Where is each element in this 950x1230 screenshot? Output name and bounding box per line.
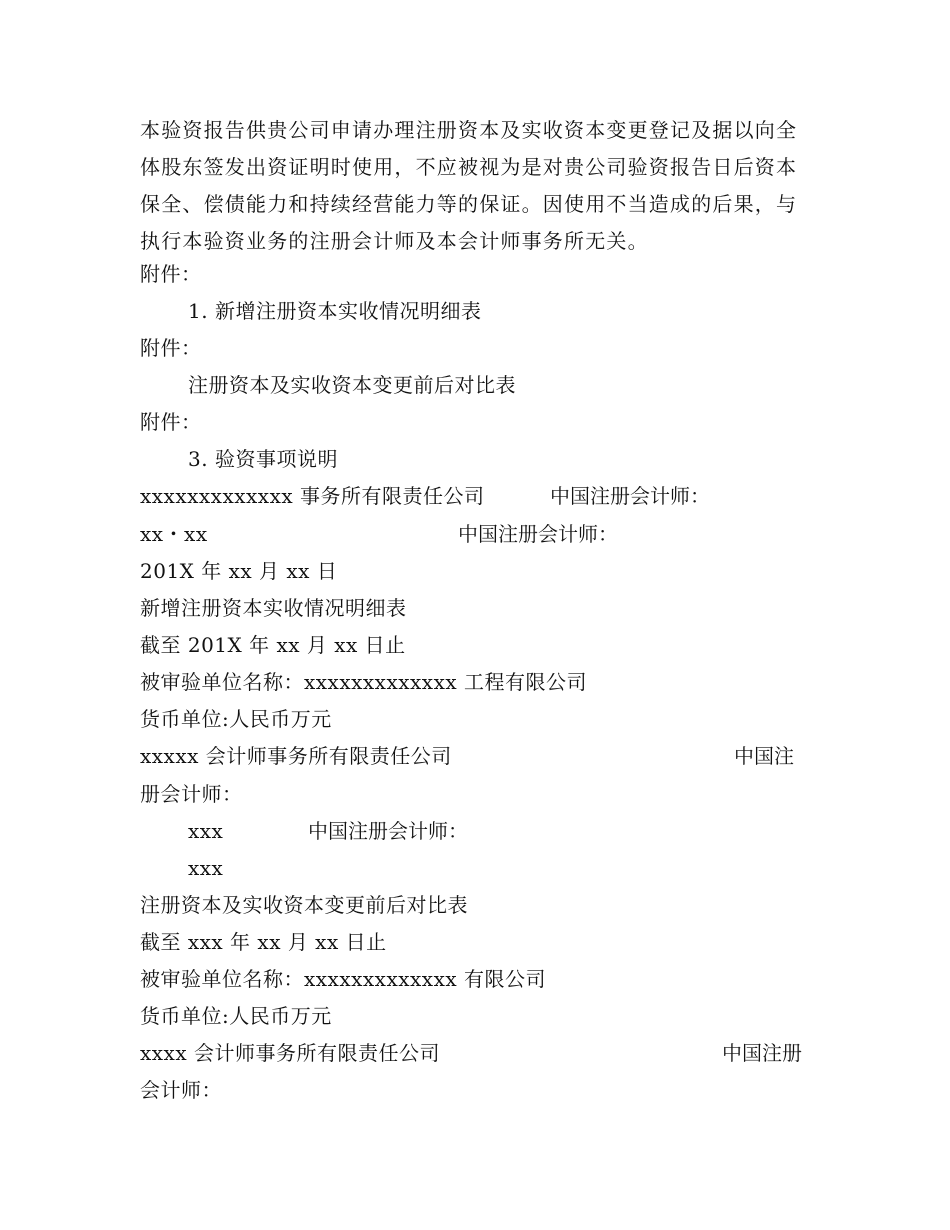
- attachment-label-2: 附件：: [140, 336, 202, 360]
- table-2-firm: xxxx 会计师事务所有限责任公司: [140, 1041, 440, 1065]
- signature-firm: xxxxxxxxxxxxx 事务所有限责任公司: [140, 484, 485, 508]
- table-2-as-of: 截至 xxx 年 xx 月 xx 日止: [140, 930, 387, 954]
- table-1-unit-name: 被审验单位名称：xxxxxxxxxxxxx 工程有限公司: [140, 670, 587, 694]
- signature-date: 201X 年 xx 月 xx 日: [140, 559, 338, 583]
- table-1-title: 新增注册资本实收情况明细表: [140, 596, 407, 620]
- table-2-cpa-label-wrap-a: 中国注册: [722, 1041, 802, 1065]
- table-2-title: 注册资本及实收资本变更前后对比表: [140, 893, 468, 917]
- table-1-cpa-name-1: xxx: [188, 819, 224, 843]
- signature-location: xx・xx: [140, 522, 208, 546]
- table-2-currency: 货币单位:人民币万元: [140, 1004, 332, 1028]
- intro-paragraph: 本验资报告供贵公司申请办理注册资本及实收资本变更登记及据以向全体股东签发出资证明时使用，不应被视为是对贵公司验资报告日后资本保全、偿债能力和持续经营能力等的保证。因使用不当造成的后果，与执行本验资业务的注册会计师及本会计师事务所无关。: [140, 118, 798, 253]
- table-1-cpa-label-wrap-a: 中国注: [734, 744, 794, 768]
- table-1-cpa-name-2: xxx: [188, 856, 224, 880]
- table-1-currency: 货币单位:人民币万元: [140, 707, 332, 731]
- attachment-label-3: 附件：: [140, 410, 202, 434]
- table-1-firm: xxxxx 会计师事务所有限责任公司: [140, 744, 452, 768]
- signature-cpa-label-2: 中国注册会计师：: [458, 522, 618, 546]
- signature-cpa-label-1: 中国注册会计师：: [550, 484, 710, 508]
- table-1-cpa-label-wrap-b: 册会计师：: [140, 782, 243, 806]
- table-2-cpa-label-wrap-b: 会计师：: [140, 1078, 222, 1102]
- table-1-cpa-label-2: 中国注册会计师：: [308, 819, 468, 843]
- attachment-item-3: 3. 验资事项说明: [188, 447, 338, 471]
- attachment-label-1: 附件：: [140, 262, 202, 286]
- attachment-item-2: 注册资本及实收资本变更前后对比表: [188, 373, 516, 397]
- table-1-as-of: 截至 201X 年 xx 月 xx 日止: [140, 633, 406, 657]
- table-2-unit-name: 被审验单位名称：xxxxxxxxxxxxx 有限公司: [140, 967, 546, 991]
- attachment-item-1: 1. 新增注册资本实收情况明细表: [188, 299, 482, 323]
